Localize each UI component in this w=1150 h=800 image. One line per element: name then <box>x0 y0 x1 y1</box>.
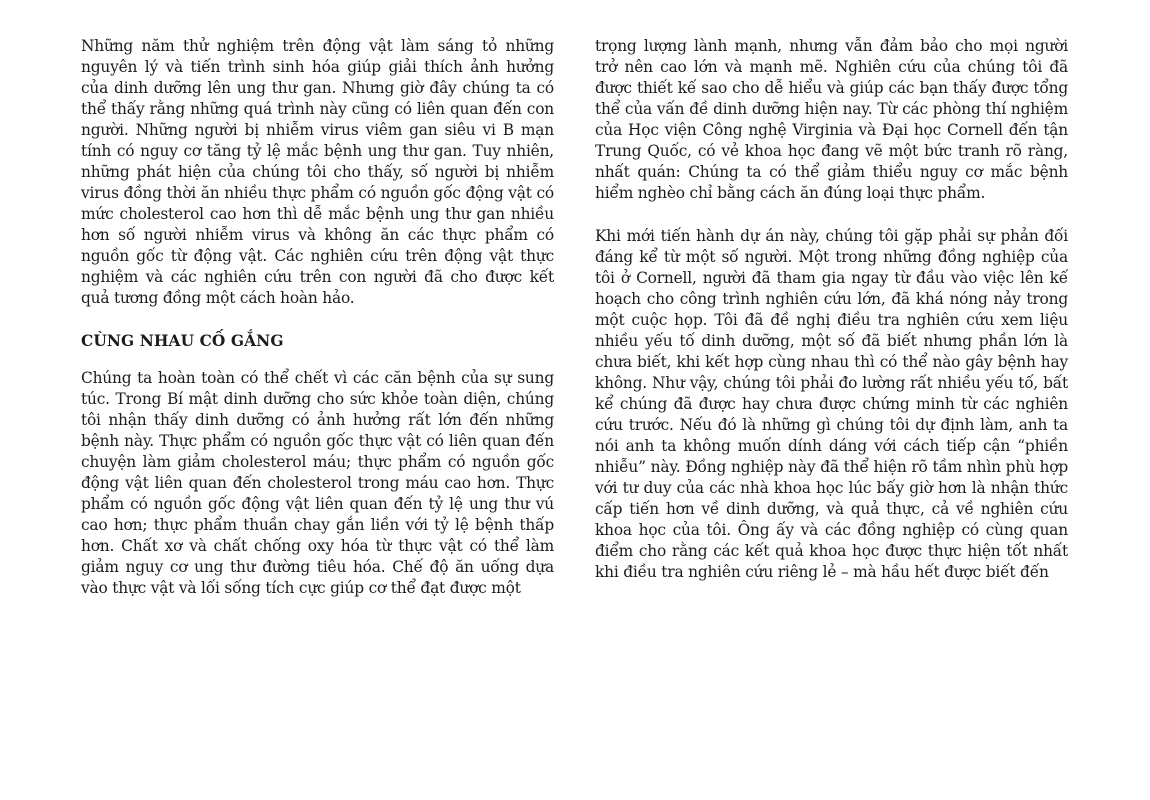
body-paragraph: trọng lượng lành mạnh, nhưng vẫn đảm bảo cho mọi người trở nên cao lớn và mạnh mẽ. Nghiên cứu của chúng tôi đã được thiết kế sao cho dễ hiểu và giúp các bạn thấy được tổng thể của vấn đề dinh dưỡng hiện nay. Từ các phòng thí nghiệm của Học viện Công nghệ Virginia và Đại học Cornell đến tận Trung Quốc, có vẻ khoa học đang vẽ một bức tranh rõ ràng, nhất quán: Chúng ta có thể giảm thiểu nguy cơ mắc bệnh hiểm nghèo chỉ bằng cách ăn đúng loại thực phẩm. <box>595 37 1068 202</box>
right-column <box>595 36 1068 605</box>
body-paragraph: Những năm thử nghiệm trên động vật làm sáng tỏ những nguyên lý và tiến trình sinh hóa giúp giải thích ảnh hưởng của dinh dưỡng lên ung thư gan. Nhưng giờ đây chúng ta có thể thấy rằng những quá trình này cũng có liên quan đến con người. Những người bị nhiễm virus viêm gan siêu vi B mạn tính có nguy cơ tăng tỷ lệ mắc bệnh ung thư gan. Tuy nhiên, những phát hiện của chúng tôi cho thấy, số người bị nhiễm virus đồng thời ăn nhiều thực phẩm có nguồn gốc động vật có mức cholesterol cao hơn thì dễ mắc bệnh ung thư gan nhiều hơn số người nhiễm virus và không ăn các thực phẩm có nguồn gốc từ động vật. Các nghiên cứu trên động vật thực nghiệm và các nghiên cứu trên con người đã cho được kết quả tương đồng một cách hoàn hảo. <box>81 37 554 307</box>
section-heading: CÙNG NHAU CỐ GẮNG <box>81 332 284 350</box>
body-paragraph: Chúng ta hoàn toàn có thể chết vì các căn bệnh của sự sung túc. Trong Bí mật dinh dưỡng cho sức khỏe toàn diện, chúng tôi nhận thấy dinh dưỡng có ảnh hưởng rất lớn đến những bệnh này. Thực phẩm có nguồn gốc thực vật có liên quan đến chuyện làm giảm cholesterol máu; thực phẩm có nguồn gốc động vật liên quan đến cholesterol trong máu cao hơn. Thực phẩm có nguồn gốc động vật liên quan đến tỷ lệ ung thư vú cao hơn; thực phẩm thuần chay gắn liền với tỷ lệ bệnh thấp hơn. Chất xơ và chất chống oxy hóa từ thực vật có thể làm giảm nguy cơ ung thư đường tiêu hóa. Chế độ ăn uống dựa vào thực vật và lối sống tích cực giúp cơ thể đạt được một <box>81 369 554 597</box>
body-paragraph: Khi mới tiến hành dự án này, chúng tôi gặp phải sự phản đối đáng kể từ một số người. Một trong những đồng nghiệp của tôi ở Cornell, người đã tham gia ngay từ đầu vào việc lên kế hoạch cho công trình nghiên cứu lớn, đã khá nóng nảy trong một cuộc họp. Tôi đã đề nghị điều tra nghiên cứu xem liệu nhiều yếu tố dinh dưỡng, một số đã biết nhưng phần lớn là chưa biết, khi kết hợp cùng nhau thì có thể nào gây bệnh hay không. Như vậy, chúng tôi phải đo lường rất nhiều yếu tố, bất kể chúng đã được hay chưa được chứng minh từ các nghiên cứu trước. Nếu đó là những gì chúng tôi dự định làm, anh ta nói anh ta không muốn dính dáng với cách tiếp cận “phiền nhiễu” này. Đồng nghiệp này đã thể hiện rõ tầm nhìn phù hợp với tư duy của các nhà khoa học lúc bấy giờ hơn là nhận thức cấp tiến hơn về dinh dưỡng, và quả thực, cả về nghiên cứu khoa học của tôi. Ông ấy và các đồng nghiệp có cùng quan điểm cho rằng các kết quả khoa học được thực hiện tốt nhất khi điều tra nghiên cứu riêng lẻ – mà hầu hết được biết đến <box>595 227 1068 581</box>
left-column <box>81 36 554 621</box>
